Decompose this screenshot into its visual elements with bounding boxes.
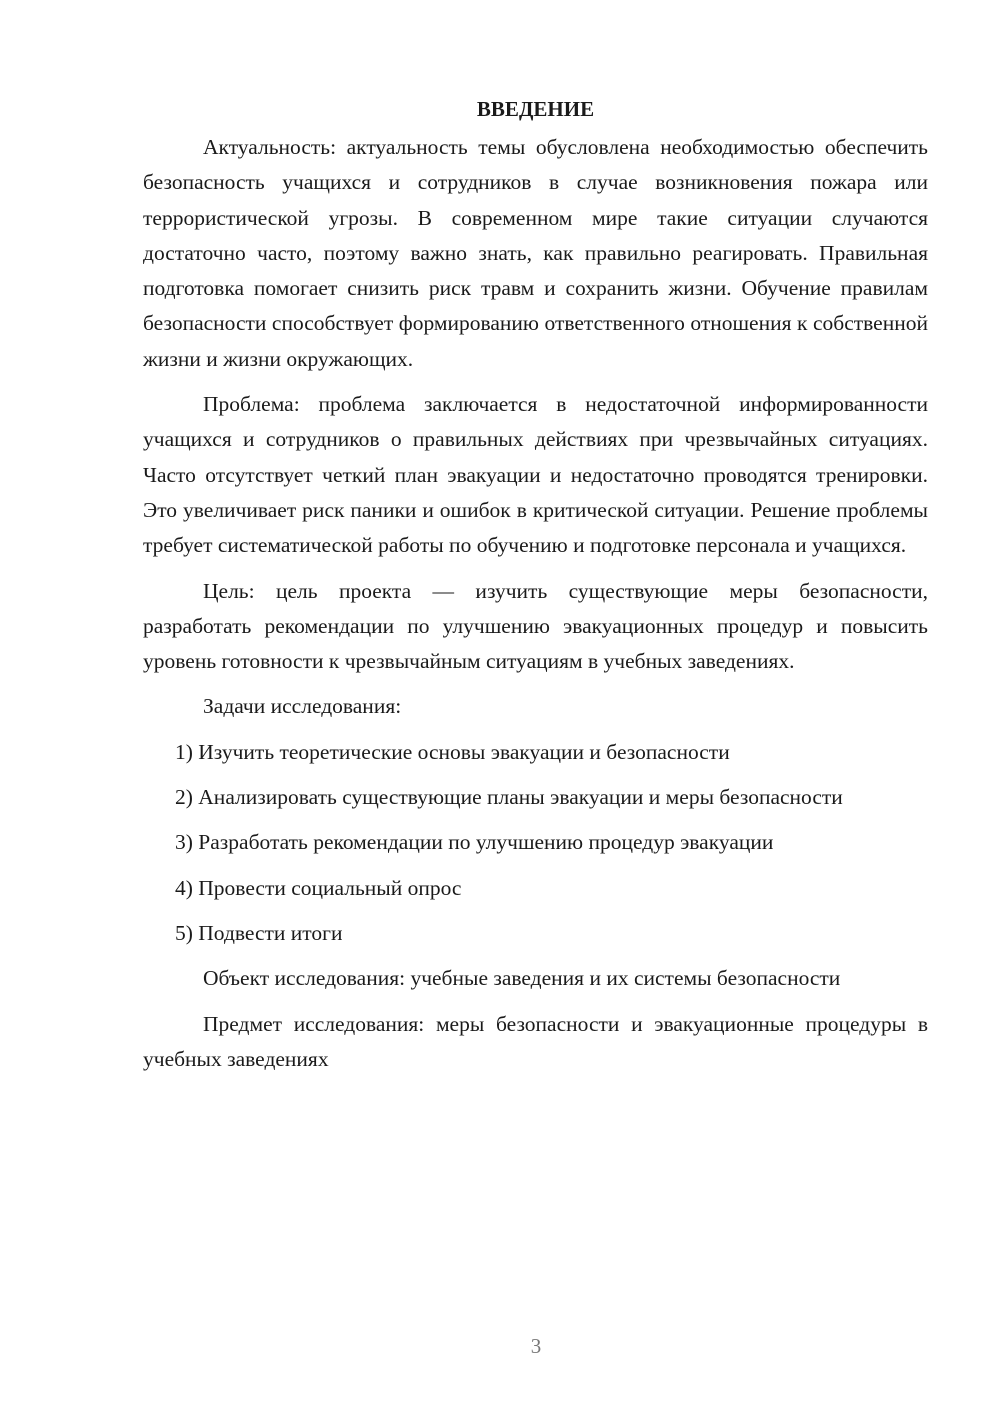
task-item: 5) Подвести итоги	[175, 920, 343, 945]
paragraph-subject: Предмет исследования: меры безопасности и эвакуационные процедуры в учебных заведениях	[143, 1011, 928, 1071]
paragraph-object: Объект исследования: учебные заведения и их системы безопасности	[203, 966, 841, 991]
task-item: 3) Разработать рекомендации по улучшению процедур эвакуации	[175, 830, 774, 855]
tasks-list	[143, 735, 928, 951]
paragraph-relevance: Актуальность: актуальность темы обусловлена необходимостью обеспечить безопасность учащихся и сотрудников в случае возникновения пожара или террористической угрозы. В современном мире такие ситуации случаются достаточно часто, поэтому важно знать, как правильно реагировать. Правильная подготовка помогает снизить риск травм и сохранить жизни. Обучение правилам безопасности способствует формированию ответственного отношения к собственной жизни и жизни окружающих.	[143, 135, 928, 371]
section-title: ВВЕДЕНИЕ	[476, 97, 595, 121]
paragraph-problem: Проблема: проблема заключается в недостаточной информированности учащихся и сотрудников о правильных действиях при чрезвычайных ситуациях. Часто отсутствует четкий план эвакуации и недостаточно проводятся тренировки. Это увеличивает риск паники и ошибок в критической ситуации. Решение проблемы требует систематической работы по обучению и подготовке персонала и учащихся.	[143, 392, 928, 558]
task-item: 4) Провести социальный опрос	[175, 875, 462, 900]
page-number: 3	[530, 1334, 542, 1358]
paragraph-goal: Цель: цель проекта — изучить существующие меры безопасности, разработать рекомендации по улучшению эвакуационных процедур и повысить уровень готовности к чрезвычайным ситуациям в учебных заведениях.	[143, 578, 928, 674]
tasks-heading: Задачи исследования:	[203, 694, 402, 719]
task-item: 2) Анализировать существующие планы эвакуации и меры безопасности	[175, 785, 843, 810]
page-content	[143, 92, 928, 1077]
task-item: 1) Изучить теоретические основы эвакуации и безопасности	[175, 739, 730, 764]
